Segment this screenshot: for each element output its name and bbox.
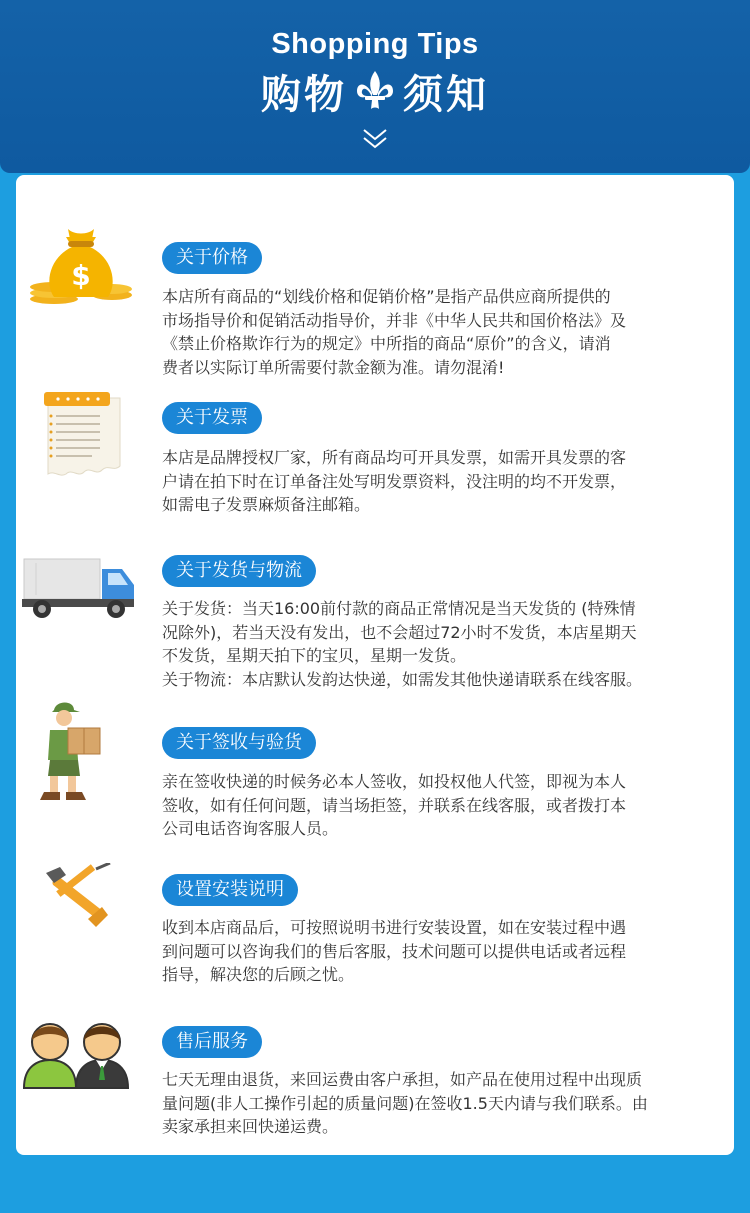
body-line: 况除外)，若当天没有发出，也不会超过72小时不发货，本店星期天 <box>162 622 637 642</box>
body-line: 本店所有商品的“划线价格和促销价格”是指产品供应商所提供的 <box>162 287 611 306</box>
body-line: 关于物流：本店默认发韵达快递，如需发其他快递请联系在线客服。 <box>162 669 643 689</box>
body-line: 费者以实际订单所需要付款金额为准。请勿混淆! <box>162 357 505 377</box>
courier-icon <box>34 698 106 806</box>
body-line: 市场指导价和促销活动指导价，并非《中华人民共和国价格法》及 <box>162 310 627 330</box>
body-line: 指导，解决您的后顾之忧。 <box>162 965 355 984</box>
section-title-pill: 关于价格 <box>162 242 262 274</box>
body-line: 亲在签收快递的时候务必本人签收，如投权他人代签，即视为本人 <box>162 772 627 791</box>
header-banner <box>0 0 750 173</box>
section-title-pill: 关于签收与验货 <box>162 727 316 759</box>
body-line: 关于发货：当天16:00前付款的商品正常情况是当天发货的 (特殊情 <box>162 599 636 618</box>
fleur-de-lis-icon <box>355 69 395 113</box>
body-line: 七天无理由退货，来回运费由客户承担，如产品在使用过程中出现质 <box>162 1070 643 1089</box>
body-line: 《禁止价格欺诈行为的规定》中所指的商品“原价”的含义，请消 <box>162 334 611 353</box>
body-line: 本店是品牌授权厂家，所有商品均可开具发票，如需开具发票的客 <box>162 448 627 467</box>
body-line: 到问题可以咨询我们的售后客服，技术问题可以提供电话或者远程 <box>162 941 627 961</box>
section-title-pill: 售后服务 <box>162 1026 262 1058</box>
svg-text:$: $ <box>71 259 91 292</box>
body-line: 卖家承担来回快递运费。 <box>162 1117 339 1136</box>
body-line: 户请在拍下时在订单备注处写明发票资料，没注明的均不开发票， <box>162 471 627 491</box>
body-line: 不发货，星期天拍下的宝贝，星期一发货。 <box>162 646 467 665</box>
section-title-pill: 关于发货与物流 <box>162 555 316 587</box>
title-chinese-right: 须知 <box>403 71 489 118</box>
money-bag-icon <box>24 223 136 307</box>
receipt-icon <box>42 390 126 480</box>
section-body <box>162 446 722 517</box>
tips-card <box>16 175 734 1155</box>
section-body <box>162 285 722 379</box>
body-line: 收到本店商品后，可按照说明书进行安装设置，如在安装过程中遇 <box>162 918 627 937</box>
delivery-truck-icon <box>22 555 138 619</box>
title-chinese-row <box>0 63 750 119</box>
body-line: 公司电话咨询客服人员。 <box>162 819 339 838</box>
chevron-down-icon <box>362 128 388 150</box>
section-title-pill: 关于发票 <box>162 402 262 434</box>
section-body <box>162 1068 722 1139</box>
section-body <box>162 916 722 987</box>
body-line: 量问题(非人工操作引起的质量问题)在签收1.5天内请与我们联系。由 <box>162 1093 648 1113</box>
title-english: Shopping Tips <box>271 28 479 60</box>
section-title-pill: 设置安装说明 <box>162 874 298 906</box>
body-line: 签收，如有任何问题，请当场拒签，并联系在线客服，或者拨打本 <box>162 795 627 815</box>
tools-icon <box>40 863 120 935</box>
body-line: 如需电子发票麻烦备注邮箱。 <box>162 495 371 514</box>
section-body <box>162 770 722 841</box>
title-chinese-left: 购物 <box>261 71 347 118</box>
section-body <box>162 597 722 691</box>
service-staff-icon <box>20 1016 132 1090</box>
